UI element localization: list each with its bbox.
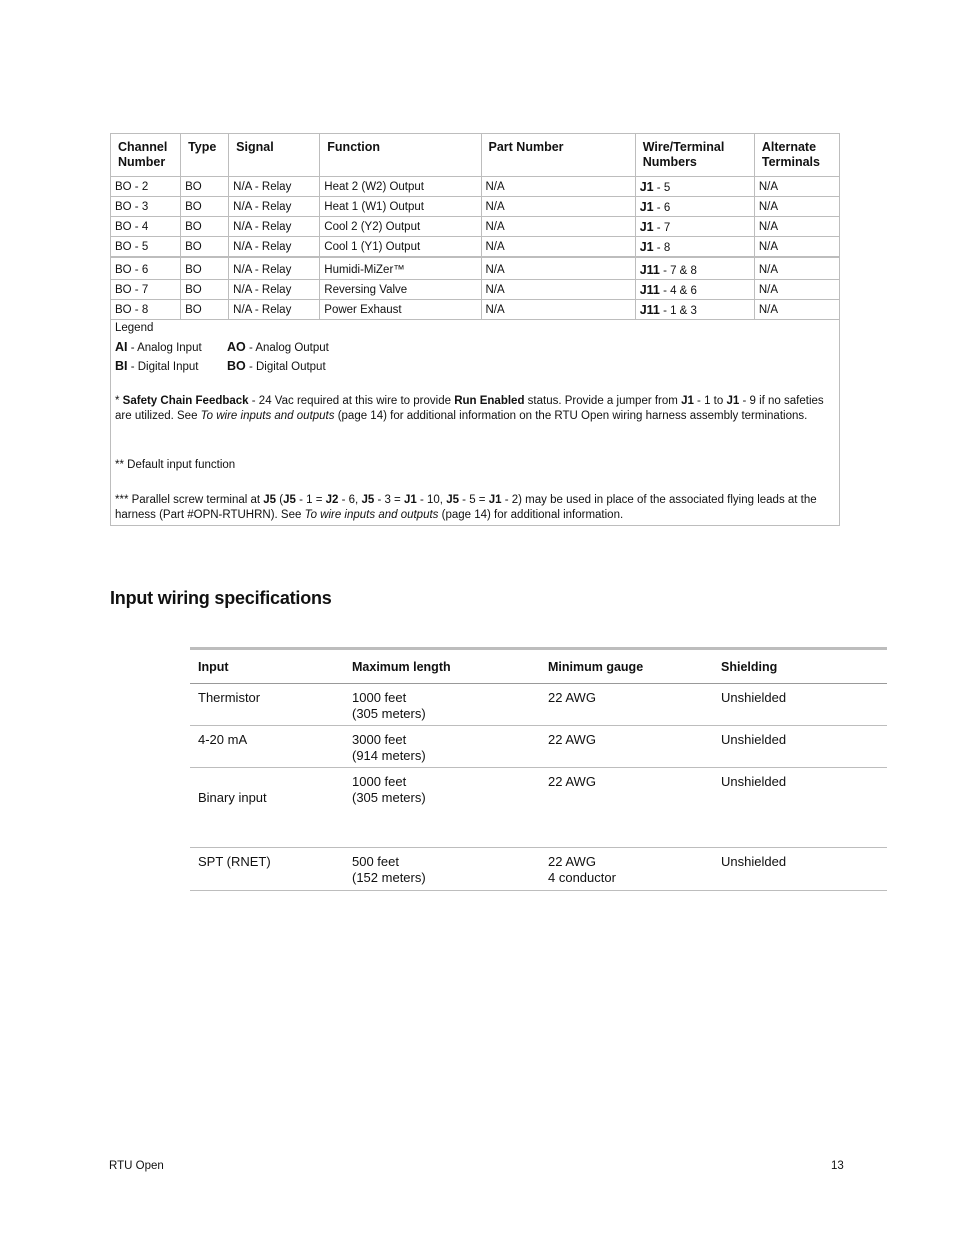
cell-alternate: N/A — [754, 217, 839, 237]
note-text: - 6, — [338, 494, 362, 506]
table-row — [190, 768, 887, 848]
terminal-code: J5 — [283, 494, 296, 506]
note-text: - 1 = — [295, 494, 326, 506]
cell-type: BO — [181, 257, 229, 280]
cell-signal: N/A - Relay — [229, 280, 320, 300]
table-row — [111, 217, 840, 237]
legend-bi — [115, 359, 198, 375]
cell-min-gauge — [540, 684, 713, 726]
header-function: Function — [320, 134, 481, 177]
header-wire-terminal: Wire/Terminal Numbers — [635, 134, 754, 177]
cell-part-number: N/A — [481, 257, 635, 280]
cell-signal: N/A - Relay — [229, 300, 320, 320]
gauge-detail: 4 conductor — [548, 870, 616, 885]
note-text: - 24 Vac required at this wire to provide — [248, 395, 455, 407]
legend-row — [111, 320, 840, 526]
legend-desc: - Analog Output — [245, 342, 329, 354]
terminal-code: J5 — [361, 494, 375, 506]
cell-wire-terminal — [635, 177, 754, 197]
table-header-row — [190, 649, 887, 684]
table-row — [190, 848, 887, 891]
legend-bo — [227, 359, 326, 375]
footer-page-number: 13 — [831, 1160, 844, 1172]
note-default-input: ** Default input function — [115, 459, 236, 471]
length-feet: 1000 feet — [352, 774, 407, 789]
cell-function: Cool 2 (Y2) Output — [320, 217, 481, 237]
legend-notes-cell — [111, 320, 840, 526]
terminal-code: J1 — [639, 180, 654, 194]
cell-max-length — [344, 768, 540, 848]
terminal-code: J11 — [639, 303, 660, 317]
cell-input: Thermistor — [190, 684, 344, 726]
cell-channel: BO - 6 — [111, 257, 181, 280]
cell-max-length — [344, 684, 540, 726]
cell-function: Heat 1 (W1) Output — [320, 197, 481, 217]
legend-ao — [227, 340, 329, 356]
cell-function: Power Exhaust — [320, 300, 481, 320]
header-type: Type — [181, 134, 229, 177]
table-row — [111, 197, 840, 217]
cell-shielding: Unshielded — [713, 848, 887, 891]
legend-desc: - Analog Input — [127, 342, 202, 354]
cell-channel: BO - 5 — [111, 237, 181, 257]
table-row — [111, 300, 840, 320]
table-row — [111, 237, 840, 257]
cell-shielding: Unshielded — [713, 726, 887, 768]
cell-wire-terminal — [635, 257, 754, 280]
terminal-pins: - 7 & 8 — [659, 264, 697, 277]
channel-table — [110, 133, 840, 526]
cell-channel: BO - 4 — [111, 217, 181, 237]
cell-input: 4-20 mA — [190, 726, 344, 768]
footer-document-title: RTU Open — [109, 1160, 164, 1172]
cell-channel: BO - 2 — [111, 177, 181, 197]
terminal-code: J5 — [446, 494, 459, 506]
cell-type: BO — [181, 280, 229, 300]
terminal-code: J5 — [263, 494, 277, 506]
cross-reference-link[interactable]: To wire inputs and outputs — [200, 410, 335, 422]
legend-code: BO — [227, 359, 246, 373]
gauge-value: 22 AWG — [548, 854, 596, 869]
section-heading: Input wiring specifications — [110, 588, 332, 608]
length-meters: (305 meters) — [352, 706, 426, 721]
header-minimum-gauge: Minimum gauge — [540, 649, 713, 684]
cell-shielding: Unshielded — [713, 684, 887, 726]
cell-wire-terminal — [635, 217, 754, 237]
note-text: - 10, — [416, 494, 447, 506]
cell-function: Heat 2 (W2) Output — [320, 177, 481, 197]
note-text: (page 14) for additional information on the RTU Open wiring harness assembly terminations. — [334, 410, 808, 422]
terminal-code: J1 — [403, 494, 417, 506]
note-parallel-terminal — [115, 493, 833, 523]
cell-alternate: N/A — [754, 300, 839, 320]
length-feet: 500 feet — [352, 854, 399, 869]
cell-alternate: N/A — [754, 197, 839, 217]
terminal-code: J1 — [639, 240, 654, 254]
length-feet: 3000 feet — [352, 732, 407, 747]
header-maximum-length: Maximum length — [344, 649, 540, 684]
cell-wire-terminal — [635, 280, 754, 300]
terminal-code: J2 — [325, 494, 339, 506]
cell-max-length — [344, 848, 540, 891]
cell-type: BO — [181, 300, 229, 320]
note-term: Run Enabled — [454, 395, 525, 407]
terminal-code: J11 — [639, 283, 660, 297]
cell-wire-terminal — [635, 197, 754, 217]
table-row — [111, 257, 840, 280]
table-row — [190, 684, 887, 726]
table-row — [111, 280, 840, 300]
table-row — [190, 726, 887, 768]
cell-type: BO — [181, 197, 229, 217]
gauge-value: 22 AWG — [548, 732, 596, 747]
cell-part-number: N/A — [481, 177, 635, 197]
cell-signal: N/A - Relay — [229, 177, 320, 197]
cell-function: Humidi-MiZer™ — [320, 257, 481, 280]
cell-part-number: N/A — [481, 280, 635, 300]
note-text: - 1 to — [693, 395, 727, 407]
cell-part-number: N/A — [481, 217, 635, 237]
input-wiring-table — [190, 647, 887, 891]
gauge-value: 22 AWG — [548, 690, 596, 705]
terminal-code: J1 — [639, 220, 654, 234]
note-text: * — [115, 395, 123, 407]
note-text: (page 14) for additional information. — [438, 509, 624, 521]
cell-input: Binary input — [190, 768, 344, 848]
cell-input: SPT (RNET) — [190, 848, 344, 891]
cell-part-number: N/A — [481, 300, 635, 320]
cell-channel: BO - 8 — [111, 300, 181, 320]
cell-wire-terminal — [635, 300, 754, 320]
terminal-code: J1 — [488, 494, 502, 506]
cell-min-gauge — [540, 848, 713, 891]
terminal-code: J1 — [726, 395, 740, 407]
note-text: ( — [276, 494, 284, 506]
header-channel-number: Channel Number — [111, 134, 181, 177]
terminal-code: J1 — [681, 395, 694, 407]
cell-part-number: N/A — [481, 237, 635, 257]
note-safety-chain — [115, 394, 833, 424]
note-text: - 5 = — [458, 494, 489, 506]
note-text: status. Provide a jumper from — [524, 395, 682, 407]
cell-function: Reversing Valve — [320, 280, 481, 300]
cell-alternate: N/A — [754, 280, 839, 300]
cell-max-length — [344, 726, 540, 768]
length-meters: (305 meters) — [352, 790, 426, 805]
table-row — [111, 177, 840, 197]
cell-channel: BO - 7 — [111, 280, 181, 300]
note-term: Safety Chain Feedback — [122, 395, 249, 407]
header-part-number: Part Number — [481, 134, 635, 177]
length-meters: (914 meters) — [352, 748, 426, 763]
terminal-pins: - 7 — [653, 222, 671, 234]
note-text: - 3 = — [374, 494, 404, 506]
cell-signal: N/A - Relay — [229, 197, 320, 217]
cell-part-number: N/A — [481, 197, 635, 217]
terminal-pins: - 1 & 3 — [659, 305, 697, 317]
legend-desc: - Digital Output — [245, 361, 326, 373]
length-feet: 1000 feet — [352, 690, 407, 705]
cell-channel: BO - 3 — [111, 197, 181, 217]
terminal-code: J1 — [639, 200, 654, 214]
note-text: - 9 if no safeties are utilized. See — [115, 395, 824, 422]
length-meters: (152 meters) — [352, 870, 426, 885]
header-shielding: Shielding — [713, 649, 887, 684]
note-text: *** Parallel screw terminal at — [115, 494, 264, 506]
cell-type: BO — [181, 177, 229, 197]
cell-wire-terminal — [635, 237, 754, 257]
header-input: Input — [190, 649, 344, 684]
cell-type: BO — [181, 217, 229, 237]
terminal-pins: - 6 — [653, 202, 671, 214]
terminal-code: J11 — [639, 262, 660, 277]
legend-code: AO — [227, 340, 246, 354]
gauge-value: 22 AWG — [548, 774, 596, 789]
cell-alternate: N/A — [754, 237, 839, 257]
cell-type: BO — [181, 237, 229, 257]
cell-signal: N/A - Relay — [229, 257, 320, 280]
legend-title: Legend — [115, 322, 154, 334]
legend-code: BI — [115, 359, 128, 373]
cell-signal: N/A - Relay — [229, 237, 320, 257]
cell-alternate: N/A — [754, 177, 839, 197]
cross-reference-link[interactable]: To wire inputs and outputs — [304, 509, 439, 521]
cell-shielding: Unshielded — [713, 768, 887, 848]
table-header-row — [111, 134, 840, 177]
note-text: - 2) may be used in place of the associated flying leads at the harness (Part #OPN-RTUHRN). See — [115, 494, 817, 521]
legend-ai — [115, 340, 202, 356]
cell-min-gauge — [540, 726, 713, 768]
header-alternate-terminals: Alternate Terminals — [754, 134, 839, 177]
cell-min-gauge — [540, 768, 713, 848]
legend-desc: - Digital Input — [127, 361, 199, 373]
legend-code: AI — [115, 340, 128, 354]
header-signal: Signal — [229, 134, 320, 177]
terminal-pins: - 5 — [653, 182, 671, 194]
cell-alternate: N/A — [754, 257, 839, 280]
terminal-pins: - 4 & 6 — [659, 285, 697, 297]
cell-signal: N/A - Relay — [229, 217, 320, 237]
terminal-pins: - 8 — [653, 242, 671, 254]
cell-function: Cool 1 (Y1) Output — [320, 237, 481, 257]
